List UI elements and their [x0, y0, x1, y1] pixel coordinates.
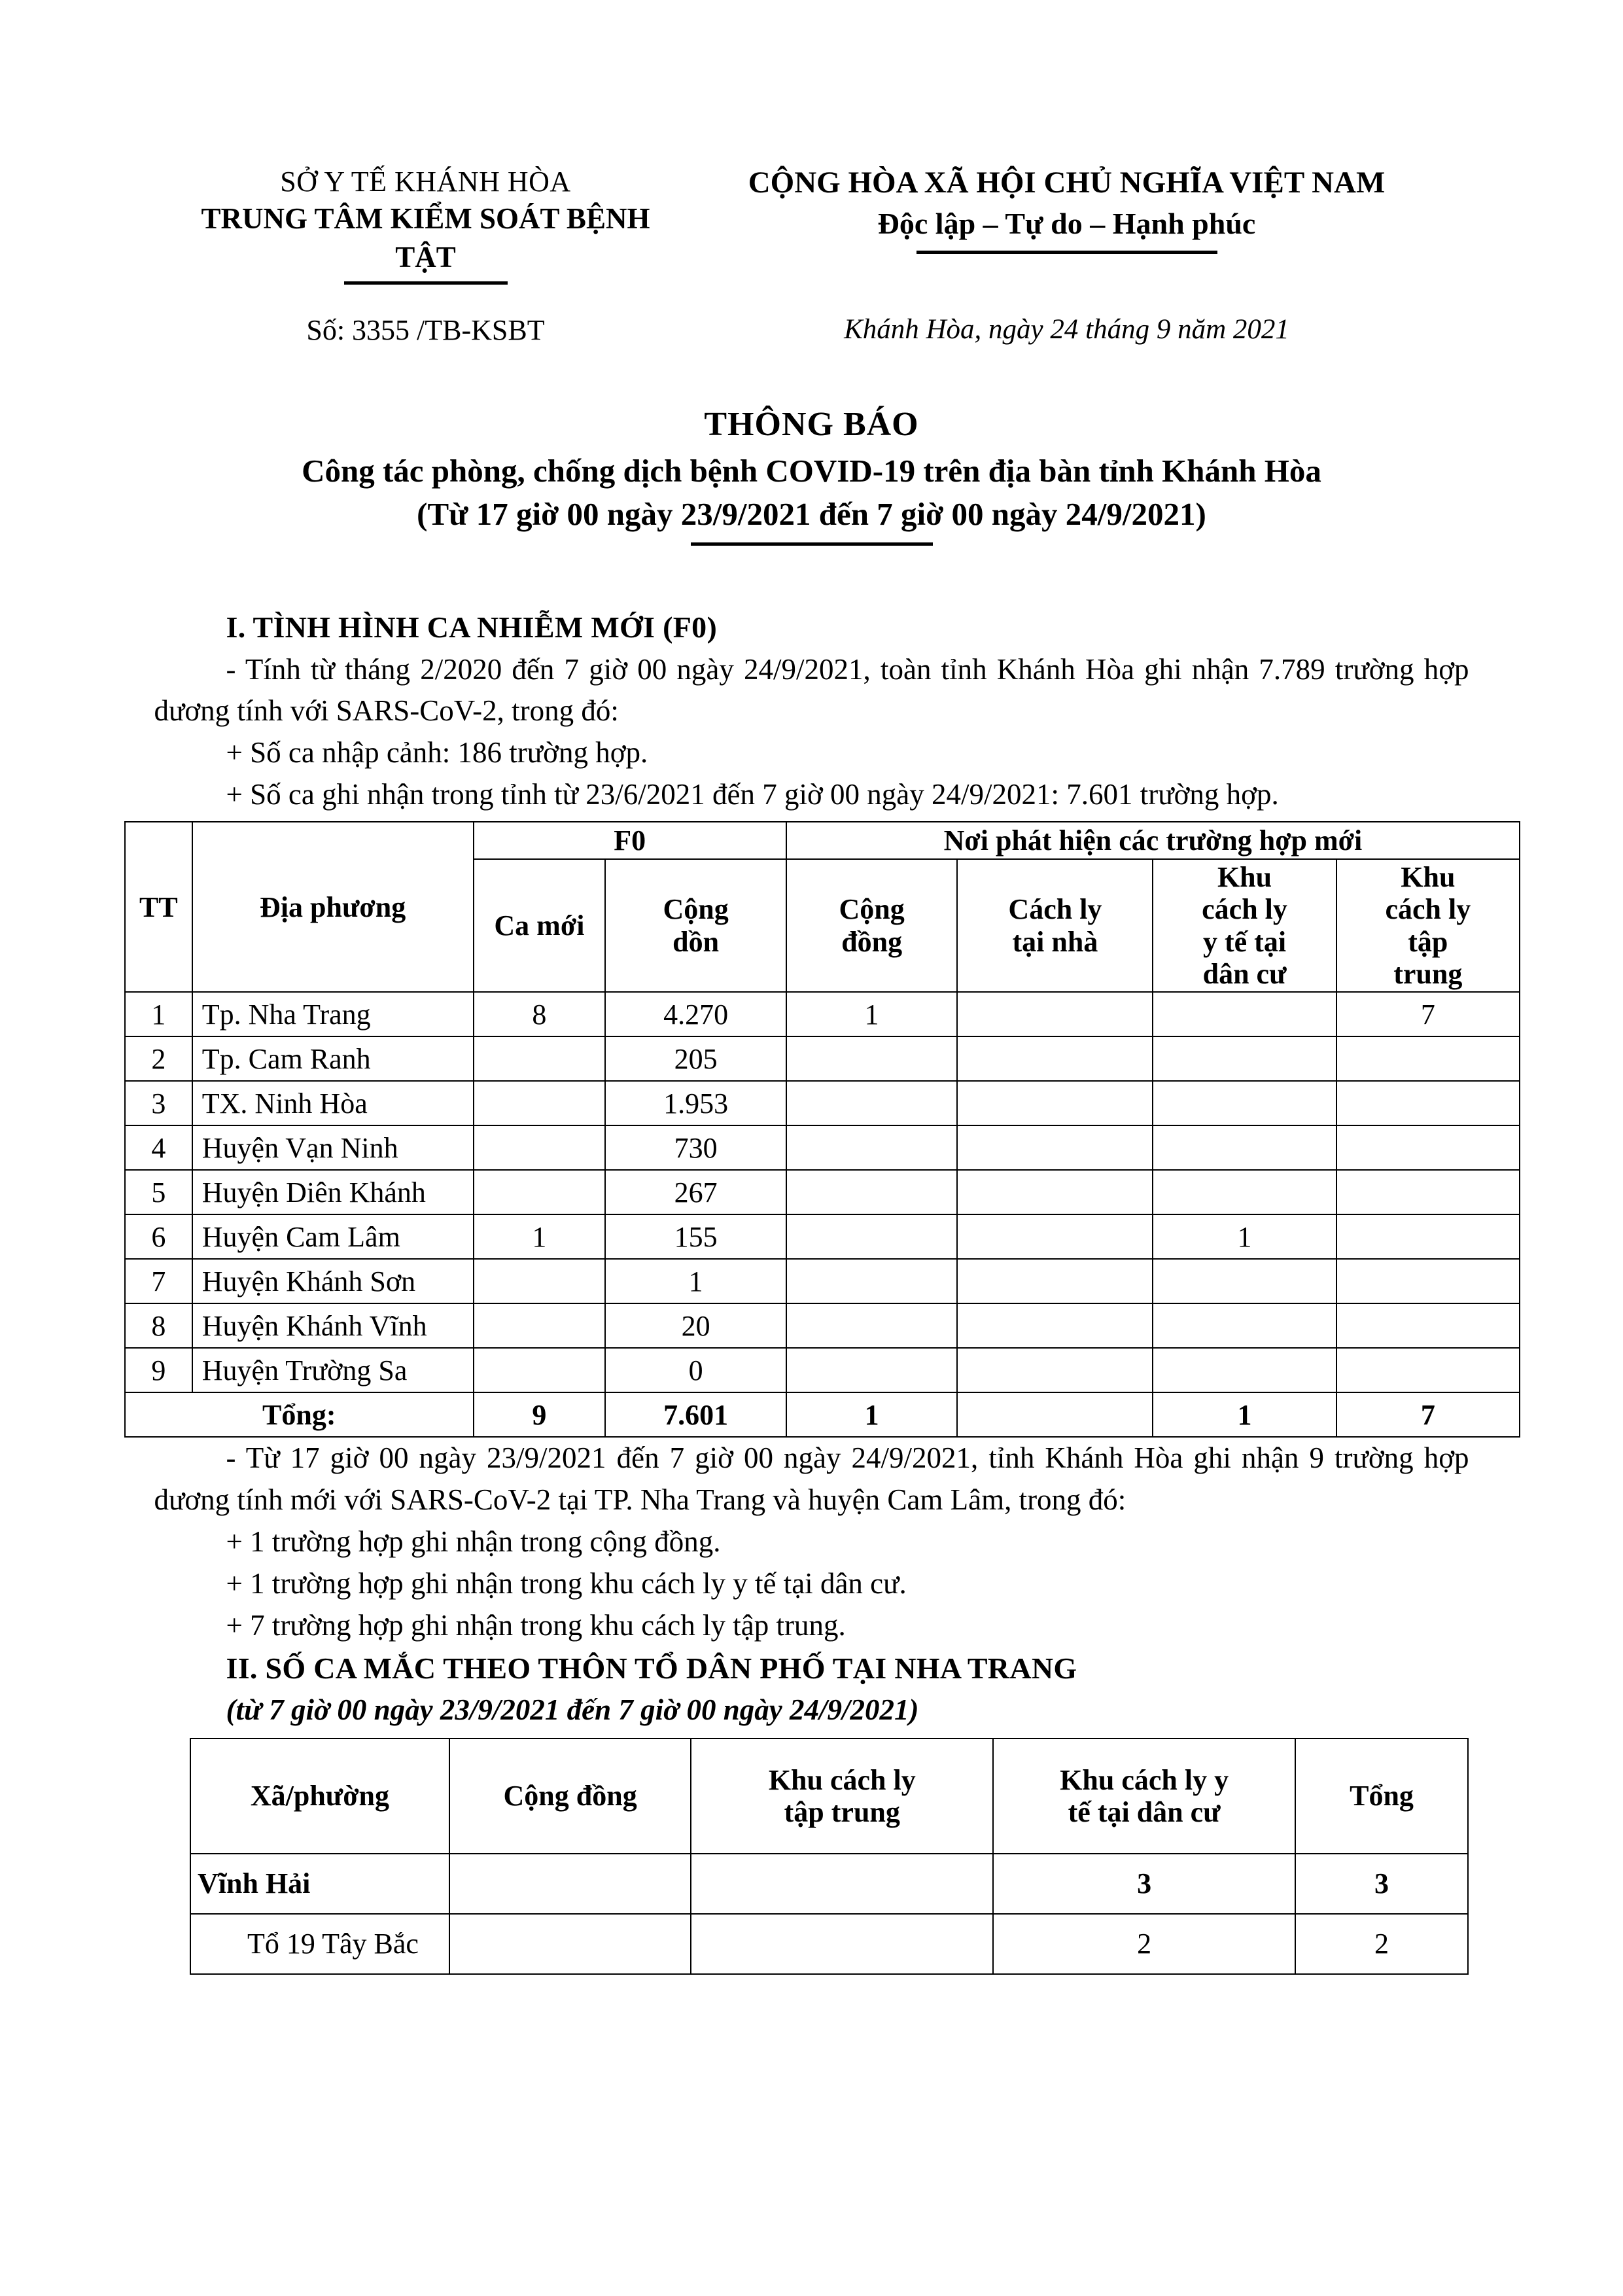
- header-conc-line4: trung: [1393, 957, 1463, 990]
- header-cumulative: [605, 859, 786, 992]
- place-and-date: Khánh Hòa, ngày 24 tháng 9 năm 2021: [844, 314, 1289, 345]
- table-row: [125, 1081, 1520, 1125]
- document-subject: Công tác phòng, chống dịch bệnh COVID-19 trên địa bàn tỉnh Khánh Hòa: [302, 453, 1321, 489]
- section-i-paragraph-2: - Từ 17 giờ 00 ngày 23/9/2021 đến 7 giờ 00 ngày 24/9/2021, tỉnh Khánh Hòa ghi nhận 9 trường hợp dương tính mới với SARS-CoV-2 tại TP. Nha Trang và huyện Cam Lâm, trong đó:: [154, 1441, 1469, 1517]
- header-res-line4: dân cư: [1202, 957, 1287, 990]
- cell-total-community: 1: [786, 1392, 958, 1437]
- header-ward: Xã/phường: [190, 1739, 449, 1854]
- ward-case-table: [190, 1738, 1469, 1975]
- cell-community: [786, 1214, 958, 1259]
- cell-new: [474, 1303, 606, 1348]
- title-divider: [691, 542, 933, 546]
- cell-new: 1: [474, 1214, 606, 1259]
- header-ward-community: Cộng đồng: [449, 1739, 691, 1854]
- cell-home: [957, 1170, 1153, 1214]
- document-period: (Từ 17 giờ 00 ngày 23/9/2021 đến 7 giờ 00 ngày 24/9/2021): [417, 496, 1206, 533]
- cell-tt: 1: [125, 992, 192, 1036]
- cell-concentrated: [1336, 1259, 1520, 1303]
- header-community-line1: Cộng: [839, 893, 905, 926]
- cell-residential: [1153, 1036, 1336, 1081]
- table-row: [190, 1854, 1468, 1914]
- cell-cumulative: 4.270: [605, 992, 786, 1036]
- section-i-bullet-5: + 7 trường hợp ghi nhận trong khu cách ly tập trung.: [226, 1608, 846, 1642]
- cell-residential: [1153, 992, 1336, 1036]
- cell-total-residential: 1: [1153, 1392, 1336, 1437]
- cell-community: [786, 1303, 958, 1348]
- section-ii-heading: II. SỐ CA MẮC THEO THÔN TỔ DÂN PHỐ TẠI NHA TRANG: [226, 1651, 1077, 1685]
- header-locality: Địa phương: [192, 822, 474, 992]
- cell-ward-residential: 3: [993, 1854, 1295, 1914]
- cell-concentrated: [1336, 1348, 1520, 1392]
- header-res-line1: Khu: [1217, 861, 1272, 894]
- cell-cumulative: 155: [605, 1214, 786, 1259]
- table-row: [125, 1214, 1520, 1259]
- cell-new: [474, 1348, 606, 1392]
- section-i-bullet-4: + 1 trường hợp ghi nhận trong khu cách ly y tế tại dân cư.: [226, 1566, 907, 1600]
- header-conc-line2: cách ly: [1385, 893, 1471, 926]
- header-cumulative-line2: dồn: [672, 925, 720, 958]
- cell-residential: [1153, 1125, 1336, 1170]
- header-home-quarantine: [957, 859, 1153, 992]
- cell-home: [957, 992, 1153, 1036]
- document-meta-row: [171, 285, 1453, 347]
- cell-concentrated: [1336, 1036, 1520, 1081]
- cell-home: [957, 1125, 1153, 1170]
- cell-ward-community: [449, 1854, 691, 1914]
- cell-ward-concentrated: [691, 1914, 993, 1974]
- section-i-bullet-2: + Số ca ghi nhận trong tỉnh từ 23/6/2021 đến 7 giờ 00 ngày 24/9/2021: 7.601 trường hợp.: [226, 778, 1279, 811]
- cell-concentrated: [1336, 1214, 1520, 1259]
- table-row: [125, 1036, 1520, 1081]
- cell-locality: Huyện Diên Khánh: [192, 1170, 474, 1214]
- cell-tt: 9: [125, 1348, 192, 1392]
- cell-ward-total: 3: [1295, 1854, 1468, 1914]
- cell-ward-residential: 2: [993, 1914, 1295, 1974]
- cell-locality: TX. Ninh Hòa: [192, 1081, 474, 1125]
- section-i-bullet-3: + 1 trường hợp ghi nhận trong cộng đồng.: [226, 1525, 721, 1558]
- cell-tt: 5: [125, 1170, 192, 1214]
- cell-tt: 8: [125, 1303, 192, 1348]
- table-row: [125, 992, 1520, 1036]
- table-row: [125, 1259, 1520, 1303]
- header-ward-concentrated: [691, 1739, 993, 1854]
- cell-concentrated: [1336, 1170, 1520, 1214]
- cell-residential: [1153, 1081, 1336, 1125]
- header-conc-line1: Khu: [1401, 861, 1456, 894]
- cell-locality: Tp. Nha Trang: [192, 992, 474, 1036]
- header-ward-res-line2: tế tại dân cư: [1068, 1795, 1221, 1828]
- cell-concentrated: [1336, 1081, 1520, 1125]
- cell-home: [957, 1036, 1153, 1081]
- cell-residential: 1: [1153, 1214, 1336, 1259]
- cell-home: [957, 1348, 1153, 1392]
- cell-new: 8: [474, 992, 606, 1036]
- cell-total-home: [957, 1392, 1153, 1437]
- header-community: [786, 859, 958, 992]
- cell-home: [957, 1081, 1153, 1125]
- cell-new: [474, 1170, 606, 1214]
- cell-residential: [1153, 1303, 1336, 1348]
- cell-new: [474, 1125, 606, 1170]
- header-group-f0: F0: [474, 822, 786, 859]
- header-conc-line3: tập: [1408, 925, 1448, 958]
- cell-home: [957, 1303, 1153, 1348]
- table-row: [125, 1348, 1520, 1392]
- section-i-heading: I. TÌNH HÌNH CA NHIỄM MỚI (F0): [226, 610, 718, 645]
- header-cumulative-line1: Cộng: [663, 893, 729, 926]
- header-community-line2: đồng: [841, 925, 903, 958]
- table-row: [125, 1303, 1520, 1348]
- ward-table-header-row: [190, 1739, 1468, 1854]
- header-ward-res-line1: Khu cách ly y: [1060, 1763, 1229, 1796]
- cell-residential: [1153, 1348, 1336, 1392]
- title-block: [0, 403, 1623, 546]
- cell-locality: Huyện Trường Sa: [192, 1348, 474, 1392]
- cell-locality: Huyện Cam Lâm: [192, 1214, 474, 1259]
- table-header-row-groups: [125, 822, 1520, 859]
- header-home-line1: Cách ly: [1008, 893, 1102, 926]
- cell-tt: 4: [125, 1125, 192, 1170]
- cell-total-new: 9: [474, 1392, 606, 1437]
- cell-cumulative: 730: [605, 1125, 786, 1170]
- cell-cumulative: 1: [605, 1259, 786, 1303]
- header-res-line2: cách ly: [1202, 893, 1287, 926]
- section-ii-subheading: (từ 7 giờ 00 ngày 23/9/2021 đến 7 giờ 00 ngày 24/9/2021): [226, 1693, 919, 1726]
- document-type-title: THÔNG BÁO: [704, 406, 919, 443]
- header-ward-residential: [993, 1739, 1295, 1854]
- header-group-detection-place: Nơi phát hiện các trường hợp mới: [786, 822, 1520, 859]
- cell-community: [786, 1081, 958, 1125]
- header-residential-quarantine: [1153, 859, 1336, 992]
- header-new-cases: Ca mới: [474, 859, 606, 992]
- cell-locality: Huyện Khánh Vĩnh: [192, 1303, 474, 1348]
- cell-ward-total: 2: [1295, 1914, 1468, 1974]
- cell-locality: Tp. Cam Ranh: [192, 1036, 474, 1081]
- cell-total-cumulative: 7.601: [605, 1392, 786, 1437]
- cell-tt: 3: [125, 1081, 192, 1125]
- cell-community: [786, 1348, 958, 1392]
- cell-cumulative: 205: [605, 1036, 786, 1081]
- issuing-authority-block: [171, 164, 681, 285]
- cell-cumulative: 0: [605, 1348, 786, 1392]
- center-name: TRUNG TÂM KIỂM SOÁT BỆNH TẬT: [201, 202, 650, 274]
- locality-table-body: [125, 992, 1520, 1437]
- ward-table-body: [190, 1854, 1468, 1974]
- cell-new: [474, 1036, 606, 1081]
- cell-cumulative: 267: [605, 1170, 786, 1214]
- cell-residential: [1153, 1170, 1336, 1214]
- document-body-continued: [154, 1438, 1469, 1731]
- cell-community: [786, 1125, 958, 1170]
- table-row: [125, 1170, 1520, 1214]
- cell-ward-name: Vĩnh Hải: [190, 1854, 449, 1914]
- national-motto: Độc lập – Tự do – Hạnh phúc: [877, 206, 1256, 240]
- cell-new: [474, 1081, 606, 1125]
- document-number: Số: 3355 /TB-KSBT: [306, 314, 545, 346]
- locality-case-table: [124, 821, 1520, 1438]
- header-home-line2: tại nhà: [1012, 925, 1098, 958]
- table-total-row: [125, 1392, 1520, 1437]
- cell-tt: 6: [125, 1214, 192, 1259]
- cell-concentrated: 7: [1336, 992, 1520, 1036]
- cell-home: [957, 1214, 1153, 1259]
- authority-divider: [344, 281, 508, 285]
- cell-ward-name: Tổ 19 Tây Bắc: [190, 1914, 449, 1974]
- country-name: CỘNG HÒA XÃ HỘI CHỦ NGHĨA VIỆT NAM: [748, 166, 1386, 200]
- section-i-paragraph-1: - Tính từ tháng 2/2020 đến 7 giờ 00 ngày 24/9/2021, toàn tỉnh Khánh Hòa ghi nhận 7.789 trường hợp dương tính với SARS-CoV-2, trong đó:: [154, 652, 1469, 728]
- department-name: SỞ Y TẾ KHÁNH HÒA: [280, 166, 571, 198]
- cell-community: [786, 1036, 958, 1081]
- cell-residential: [1153, 1259, 1336, 1303]
- header-concentrated-quarantine: [1336, 859, 1520, 992]
- cell-locality: Huyện Khánh Sơn: [192, 1259, 474, 1303]
- header-ward-conc-line2: tập trung: [784, 1795, 900, 1828]
- motto-divider: [916, 251, 1217, 254]
- cell-ward-concentrated: [691, 1854, 993, 1914]
- cell-tt: 7: [125, 1259, 192, 1303]
- letterhead: [171, 0, 1453, 285]
- cell-concentrated: [1336, 1125, 1520, 1170]
- cell-ward-community: [449, 1914, 691, 1974]
- cell-home: [957, 1259, 1153, 1303]
- cell-concentrated: [1336, 1303, 1520, 1348]
- header-tt: TT: [125, 822, 192, 992]
- header-res-line3: y tế tại: [1203, 925, 1287, 958]
- section-i-bullet-1: + Số ca nhập cảnh: 186 trường hợp.: [226, 736, 648, 769]
- document-body: [154, 606, 1469, 816]
- cell-community: 1: [786, 992, 958, 1036]
- cell-total-label: Tổng:: [125, 1392, 474, 1437]
- header-ward-conc-line1: Khu cách ly: [768, 1763, 916, 1796]
- cell-community: [786, 1170, 958, 1214]
- cell-cumulative: 20: [605, 1303, 786, 1348]
- cell-community: [786, 1259, 958, 1303]
- header-ward-total: Tổng: [1295, 1739, 1468, 1854]
- cell-tt: 2: [125, 1036, 192, 1081]
- cell-locality: Huyện Vạn Ninh: [192, 1125, 474, 1170]
- cell-cumulative: 1.953: [605, 1081, 786, 1125]
- table-row: [190, 1914, 1468, 1974]
- cell-total-concentrated: 7: [1336, 1392, 1520, 1437]
- table-row: [125, 1125, 1520, 1170]
- cell-new: [474, 1259, 606, 1303]
- national-heading-block: [681, 164, 1453, 285]
